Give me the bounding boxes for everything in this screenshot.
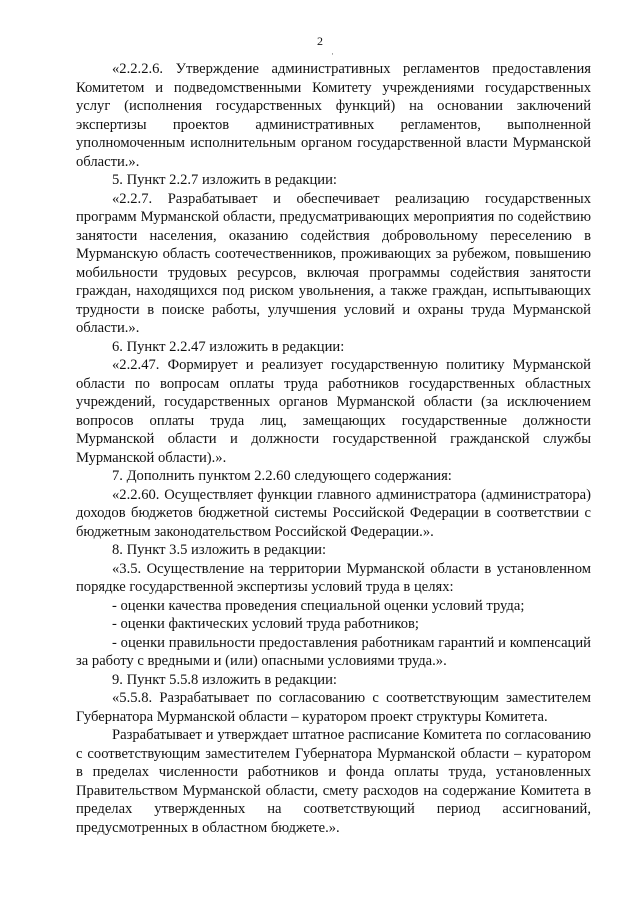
paragraph-5-5-8: «5.5.8. Разрабатывает по согласованию с соответствующим заместителем Губернатора Мурманской области – куратором проект структуры Комитета. — [76, 690, 591, 725]
paragraph-item-6: 6. Пункт 2.2.47 изложить в редакции: — [112, 338, 345, 355]
list-item-actual-conditions: - оценки фактических условий труда работников; — [112, 616, 419, 632]
paragraph-item-8: 8. Пункт 3.5 изложить в редакции: — [112, 542, 327, 558]
page-mark: · — [331, 49, 334, 59]
paragraph-item-5: 5. Пункт 2.2.7 изложить в редакции: — [112, 172, 337, 188]
paragraph-item-7: 7. Дополнить пунктом 2.2.60 следующего содержания: — [112, 468, 452, 484]
paragraph-item-9: 9. Пункт 5.5.8 изложить в редакции: — [112, 671, 337, 688]
page-number: 2 — [317, 34, 323, 48]
paragraph-3-5: «3.5. Осуществление на территории Мурманской области в установленном порядке государственной экспертизы условий труда в целях: — [76, 560, 591, 595]
paragraph-2-2-2-6: «2.2.2.6. Утверждение административных регламентов предоставления Комитетом и подведомственными Комитету учреждениями государственных услуг (исполнения государственных функций) на основании заключений экспертизы проектов административных регламентов, выполненной уполномоченным исполнительным органом государственной власти Мурманской области.». — [76, 61, 591, 170]
list-item-quality: - оценки качества проведения специальной оценки условий труда; — [112, 597, 525, 614]
paragraph-2-2-7: «2.2.7. Разрабатывает и обеспечивает реализацию государственных программ Мурманской области, предусматривающих мероприятия по содействию занятости населения, оказанию содействия добровольному переселению в Мурманскую область соотечественников, проживающих за рубежом, повышению мобильности трудовых ресурсов, включая программы содействия занятости граждан, находящихся под риском увольнения, а также граждан, испытывающих трудности в поиске работы, улучшения условий и охраны труда Мурманской области.». — [76, 190, 591, 336]
paragraph-2-2-60: «2.2.60. Осуществляет функции главного администратора (администратора) доходов бюджетов бюджетной системы Российской Федерации в соответствии с бюджетным законодательством Российской Федерации.». — [76, 486, 591, 540]
paragraph-staff-schedule: Разрабатывает и утверждает штатное расписание Комитета по согласованию с соответствующим заместителем Губернатора Мурманской области – куратором в пределах численности работников и фонда оплаты труда, установленных Правительством Мурманской области, смету расходов на содержание Комитета в пределах утвержденных на соответствующий период ассигнований, предусмотренных в областном бюджете.». — [76, 727, 591, 836]
paragraph-2-2-47: «2.2.47. Формирует и реализует государственную политику Мурманской области по вопросам оплаты труда работников государственных областных учреждений, государственных органов Мурманской области (за исключением вопросов оплаты труда лиц, замещающих государственные должности Мурманской области и должности государственной гражданской службы Мурманской области).». — [76, 357, 591, 466]
list-item-guarantees: - оценки правильности предоставления работникам гарантий и компенсаций за работу с вредными и (или) опасными условиями труда.». — [76, 634, 591, 669]
document-body — [76, 60, 591, 837]
